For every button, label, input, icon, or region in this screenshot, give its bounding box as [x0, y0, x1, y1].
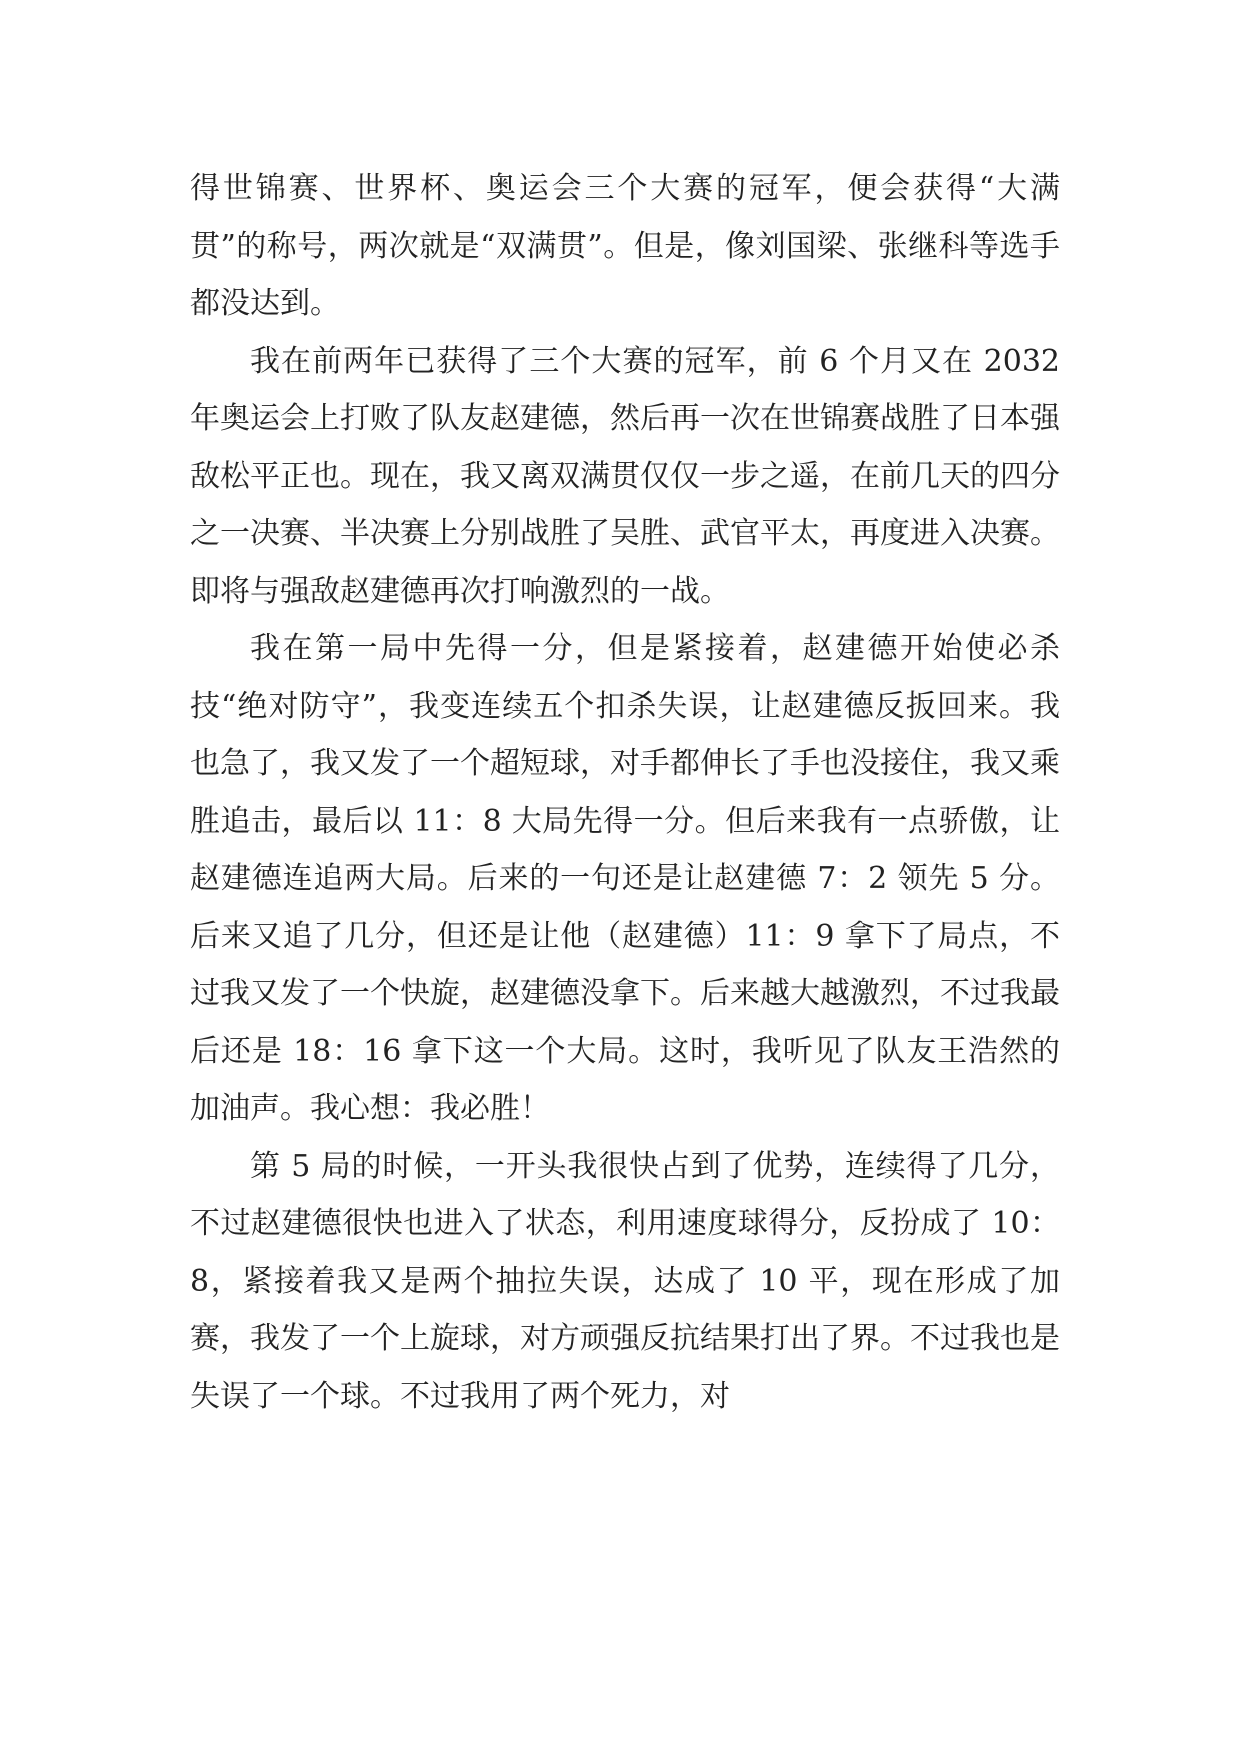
document-body	[190, 160, 1060, 1425]
paragraph-2: 我在前两年已获得了三个大赛的冠军，前 6 个月又在 2032 年奥运会上打败了队友赵建德，然后再一次在世锦赛战胜了日本强敌松平正也。现在，我又离双满贯仅仅一步之遥，在前几天的四分之一决赛、半决赛上分别战胜了吴胜、武官平太，再度进入决赛。即将与强敌赵建德再次打响激烈的一战。	[190, 343, 1060, 609]
paragraph-1: 得世锦赛、世界杯、奥运会三个大赛的冠军，便会获得“大满贯”的称号，两次就是“双满贯”。但是，像刘国梁、张继科等选手都没达到。	[190, 171, 1060, 321]
paragraph-4: 第 5 局的时候，一开头我很快占到了优势，连续得了几分，不过赵建德很快也进入了状态，利用速度球得分，反扮成了 10：8，紧接着我又是两个抽拉失误，达成了 10 平，现在形成了加赛，我发了一个上旋球，对方顽强反抗结果打出了界。不过我也是失误了一个球。不过我用了两个死力，对	[190, 1148, 1060, 1414]
paragraph-3: 我在第一局中先得一分，但是紧接着，赵建德开始使必杀技“绝对防守”，我变连续五个扣杀失误，让赵建德反扳回来。我也急了，我又发了一个超短球，对手都伸长了手也没接住，我又乘胜追击，最后以 11：8 大局先得一分。但后来我有一点骄傲，让赵建德连追两大局。后来的一句还是让赵建德 7：2 领先 5 分。后来又追了几分，但还是让他（赵建德）11：9 拿下了局点，不过我又发了一个快旋，赵建德没拿下。后来越大越激烈，不过我最后还是 18：16 拿下这一个大局。这时，我听见了队友王浩然的加油声。我心想：我必胜！	[190, 631, 1060, 1126]
